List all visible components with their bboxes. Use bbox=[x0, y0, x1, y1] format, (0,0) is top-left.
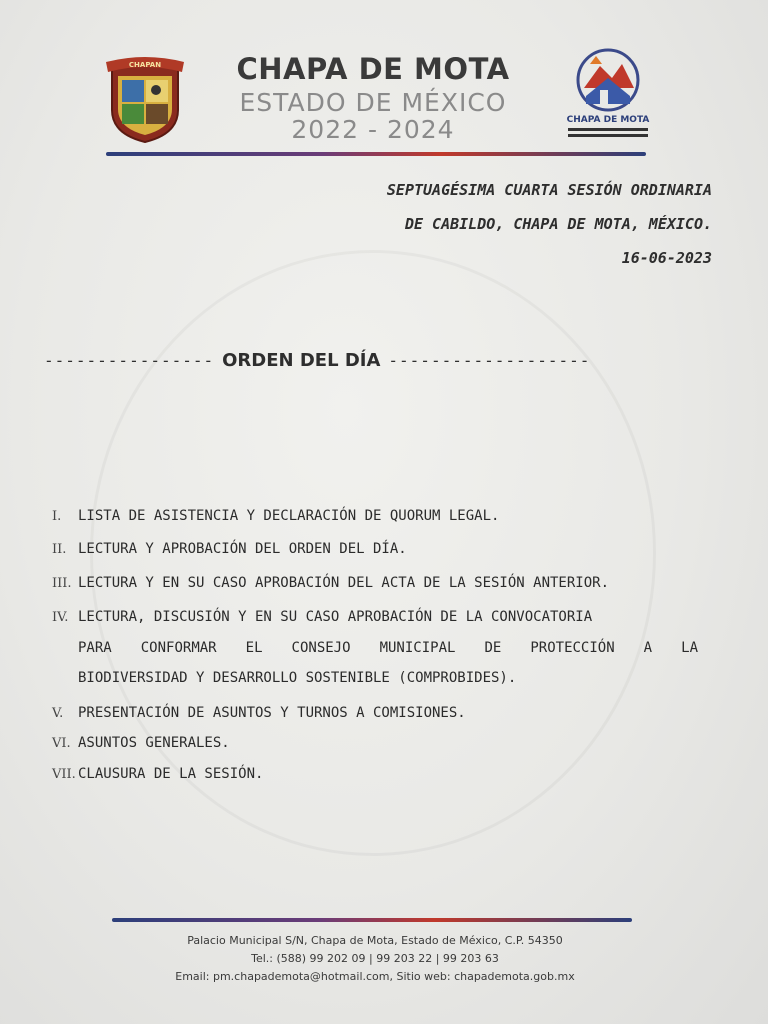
agenda-item bbox=[52, 575, 712, 591]
state-name: ESTADO DE MÉXICO bbox=[239, 88, 507, 117]
agenda-item-number: III. bbox=[52, 576, 72, 591]
agenda-heading-dashes-right: ------------------- bbox=[388, 351, 591, 370]
agenda-item bbox=[52, 508, 712, 524]
agenda-item bbox=[52, 735, 712, 751]
agenda-item-number: I. bbox=[52, 509, 62, 524]
municipal-logo-icon bbox=[560, 44, 656, 144]
agenda-heading bbox=[44, 350, 714, 371]
footer-contact: Email: pm.chapademota@hotmail.com, Sitio web: chapademota.gob.mx bbox=[175, 970, 575, 983]
agenda-item-text: LECTURA Y APROBACIÓN DEL ORDEN DEL DÍA. bbox=[78, 541, 407, 557]
agenda-item bbox=[52, 609, 712, 625]
agenda-item-number: VII. bbox=[52, 767, 76, 782]
footer-phones: Tel.: (588) 99 202 09 | 99 203 22 | 99 203 63 bbox=[251, 952, 499, 965]
agenda-item-number: II. bbox=[52, 542, 67, 557]
agenda-item-text: LISTA DE ASISTENCIA Y DECLARACIÓN DE QUORUM LEGAL. bbox=[78, 508, 500, 524]
agenda-item-number: VI. bbox=[52, 736, 71, 751]
agenda-item-text: PRESENTACIÓN DE ASUNTOS Y TURNOS A COMISIONES. bbox=[78, 705, 466, 721]
agenda-item-text: CLAUSURA DE LA SESIÓN. bbox=[78, 766, 264, 782]
agenda-item bbox=[52, 541, 712, 557]
agenda-item-text: ASUNTOS GENERALES. bbox=[78, 735, 230, 751]
session-title-line-2: DE CABILDO, CHAPA DE MOTA, MÉXICO. bbox=[404, 215, 712, 233]
logo-text: CHAPA DE MOTA bbox=[566, 115, 650, 125]
municipality-name: CHAPA DE MOTA bbox=[236, 52, 510, 86]
header-divider bbox=[106, 152, 646, 156]
agenda-item-number: IV. bbox=[52, 610, 69, 625]
agenda-item-text: LECTURA, DISCUSIÓN Y EN SU CASO APROBACIÓN DE LA CONVOCATORIA bbox=[78, 609, 593, 625]
municipal-seal-icon bbox=[104, 52, 186, 144]
seal-banner-text: CHAPAN bbox=[128, 61, 162, 69]
agenda-heading-dashes-left: ---------------- bbox=[44, 351, 215, 370]
administration-period: 2022 - 2024 bbox=[291, 115, 455, 144]
agenda-item-number: V. bbox=[52, 706, 64, 721]
agenda-item bbox=[52, 705, 712, 721]
agenda-heading-label: ORDEN DEL DÍA bbox=[222, 350, 381, 371]
session-date: 16-06-2023 bbox=[621, 249, 712, 267]
agenda-item-text: LECTURA Y EN SU CASO APROBACIÓN DEL ACTA DE LA SESIÓN ANTERIOR. bbox=[78, 575, 610, 591]
session-title-line-1: SEPTUAGÉSIMA CUARTA SESIÓN ORDINARIA bbox=[386, 181, 712, 199]
letterhead bbox=[0, 0, 768, 170]
agenda-item bbox=[52, 766, 712, 782]
footer-divider bbox=[112, 918, 632, 922]
agenda-item-continuation: PARA CONFORMAR EL CONSEJO MUNICIPAL DE PROTECCIÓN A LA bbox=[78, 640, 698, 656]
footer-address: Palacio Municipal S/N, Chapa de Mota, Estado de México, C.P. 54350 bbox=[187, 934, 563, 947]
agenda-item-continuation: BIODIVERSIDAD Y DESARROLLO SOSTENIBLE (COMPROBIDES). bbox=[78, 670, 517, 686]
